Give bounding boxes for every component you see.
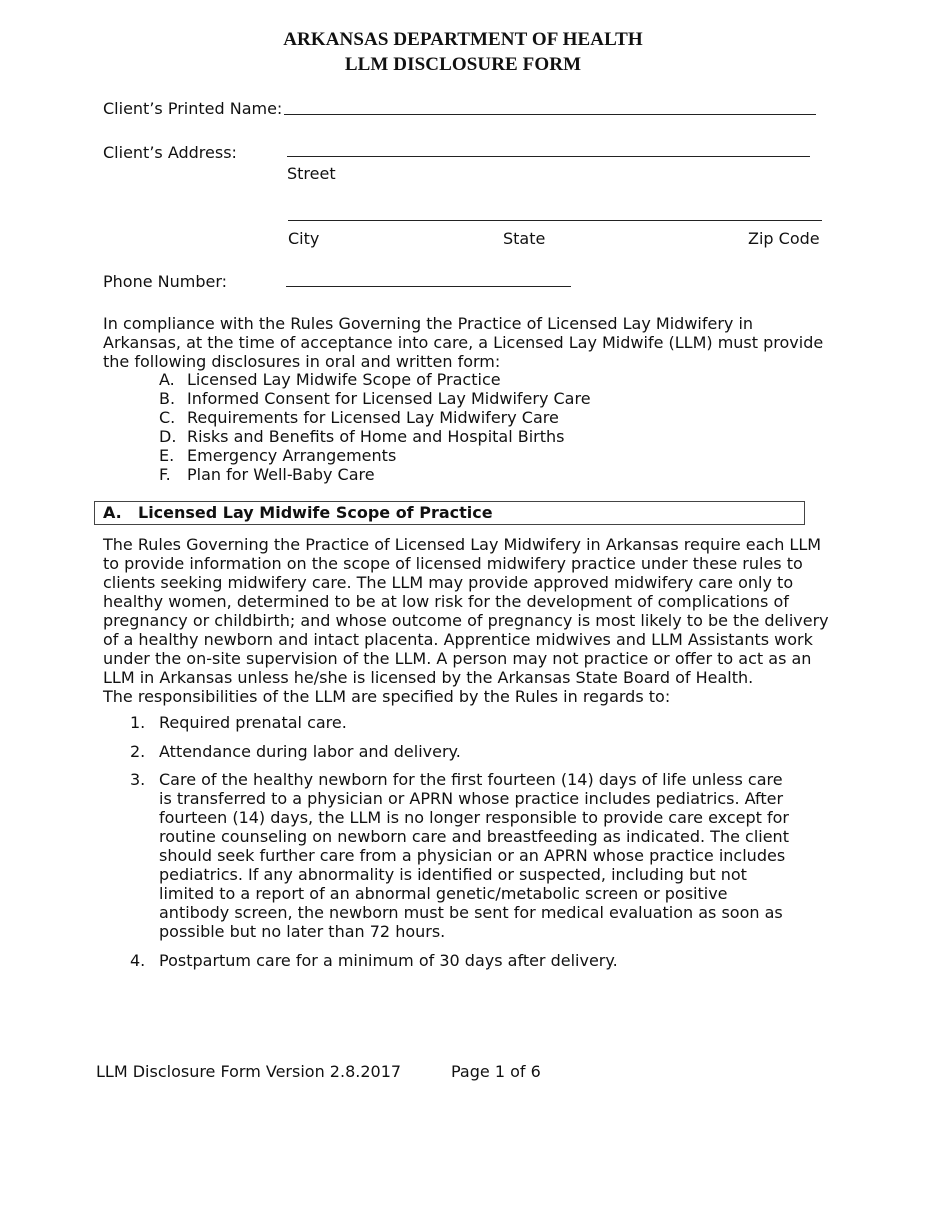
section-a-letter: A. [103,503,122,522]
section-a-title: Licensed Lay Midwife Scope of Practice [138,503,493,522]
printed-name-field[interactable] [284,114,816,115]
list-item [159,408,591,427]
street-field[interactable] [287,156,810,157]
section-a-text: The Rules Governing the Practice of Licensed Lay Midwifery in Arkansas require each LLM to provide information on the scope of licensed midwifery practice under these rules to clients seeking midwifery care. The LLM may provide approved midwifery care only to healthy women, determined to be at low risk for the development of complications of pregnancy or childbirth; and whose outcome of pregnancy is most likely to be the delivery of a healthy newborn and intact placenta. Apprentice midwives and LLM Assistants work under the on-site supervision of the LLM. A person may not practice or offer to act as an LLM in Arkansas unless he/she is licensed by the Arkansas State Board of Health. [103,535,829,687]
zip-code-label: Zip Code [748,229,820,248]
list-item-number: 2. [130,741,146,761]
list-item-text: Postpartum care for a minimum of 30 days after delivery. [159,950,618,970]
list-item-text: Plan for Well-Baby Care [187,465,375,484]
list-item-letter: E. [159,446,175,465]
list-item-number: 1. [130,713,146,732]
list-item [130,951,800,970]
list-item-letter: D. [159,427,177,446]
list-item-text: Requirements for Licensed Lay Midwifery Care [187,408,559,427]
phone-number-label: Phone Number: [103,272,228,291]
city-label: City [288,229,320,248]
street-label: Street [287,164,336,183]
list-item [130,770,800,941]
list-item-letter: B. [159,389,176,408]
footer-version: LLM Disclosure Form Version 2.8.2017 [96,1062,402,1081]
list-item-text: Required prenatal care. [159,713,347,732]
city-state-zip-field[interactable] [288,220,822,221]
responsibilities-intro: The responsibilities of the LLM are specified by the Rules in regards to: [103,687,671,706]
list-item [159,389,591,408]
list-item-letter: A. [159,370,175,389]
state-label: State [503,229,546,248]
section-a-body [103,535,830,706]
printed-name-label: Client’s Printed Name: [103,99,283,118]
list-item-letter: C. [159,408,176,427]
footer-page-number: Page 1 of 6 [451,1062,541,1081]
list-item-letter: F. [159,465,171,484]
phone-number-field[interactable] [286,286,571,287]
intro-text: In compliance with the Rules Governing the Practice of Licensed Lay Midwifery in Arkansas, at the time of acceptance into care, a Licensed Lay Midwife (LLM) must provide the following disclosures in oral and written form: [103,314,824,371]
list-item [159,427,591,446]
list-item-number: 3. [130,770,146,789]
list-item [159,446,591,465]
responsibilities-list [130,713,800,979]
list-item-text: Licensed Lay Midwife Scope of Practice [187,370,501,389]
list-item [159,465,591,484]
list-item-text: Informed Consent for Licensed Lay Midwifery Care [187,389,591,408]
list-item-number: 4. [130,950,146,970]
disclosure-list [159,370,591,484]
form-agency-title: ARKANSAS DEPARTMENT OF HEALTH [283,29,643,50]
list-item-text: Emergency Arrangements [187,446,397,465]
list-item [130,742,800,761]
intro-paragraph [103,314,828,371]
form-title: LLM DISCLOSURE FORM [344,54,582,75]
list-item [159,370,591,389]
address-label: Client’s Address: [103,143,237,162]
list-item-text: Risks and Benefits of Home and Hospital Births [187,427,565,446]
section-a-heading [94,501,805,525]
list-item-text: Care of the healthy newborn for the first fourteen (14) days of life unless care is transferred to a physician or APRN whose practice includes pediatrics. After fourteen (14) days, the LLM is no longer responsible to provide care except for routine counseling on newborn care and breastfeeding as indicated. The client should seek further care from a physician or an APRN whose practice includes pediatrics. If any abnormality is identified or suspected, including but not limited to a report of an abnormal genetic/metabolic screen or positive antibody screen, the newborn must be sent for medical evaluation as soon as possible but no later than 72 hours. [159,770,789,941]
list-item-text: Attendance during labor and delivery. [159,741,461,761]
list-item [130,713,800,732]
